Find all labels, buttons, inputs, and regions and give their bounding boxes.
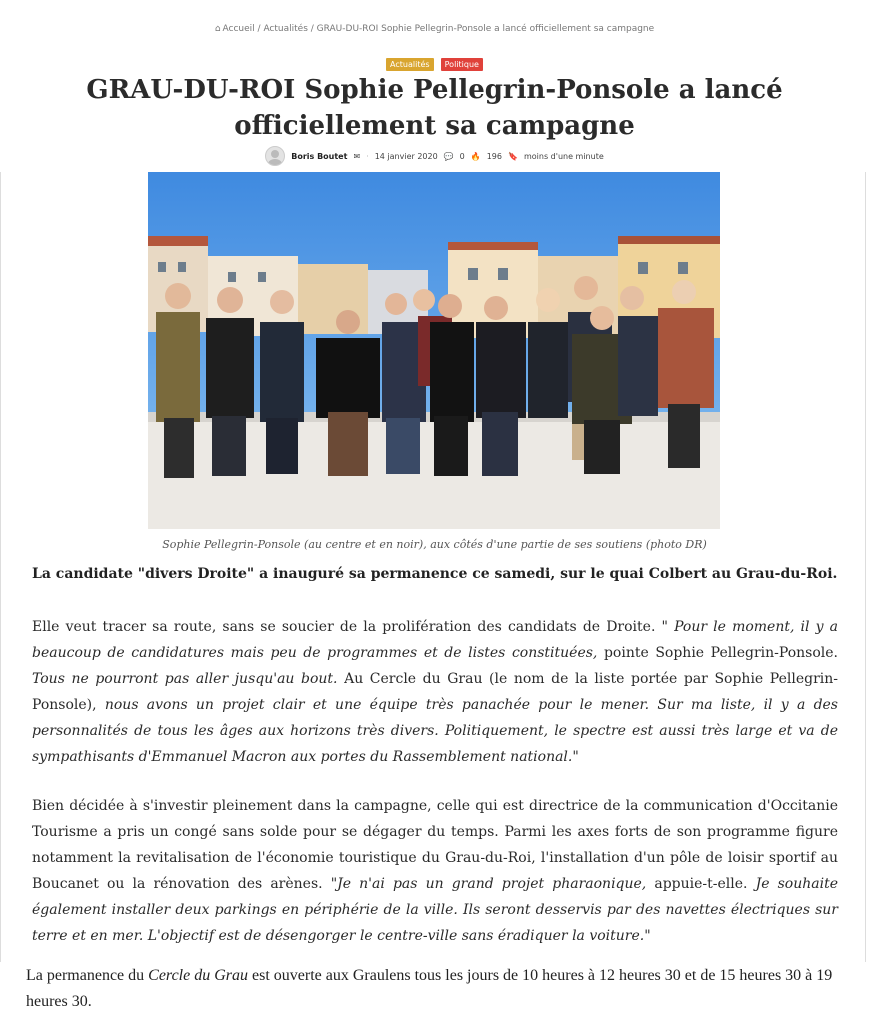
text-span: appuie-t-elle. xyxy=(646,876,756,892)
fire-icon: 🔥 xyxy=(470,151,481,161)
quote-span: " Pour le moment, il y a beaucoup de candidatures mais peu de programmes et de listes constituées, xyxy=(32,619,838,661)
breadcrumb xyxy=(0,24,869,34)
group-photo-illustration xyxy=(148,172,720,529)
emphasis-span: Cercle du Grau xyxy=(148,967,248,984)
category-badge-actualites[interactable]: Actualités xyxy=(386,58,434,71)
quote-span: "Je n'ai pas un grand projet pharaonique, xyxy=(330,876,647,892)
breadcrumb-separator: / xyxy=(254,24,264,34)
meta-separator: · xyxy=(366,151,369,161)
read-time: moins d'une minute xyxy=(523,151,604,161)
text-span: Elle veut tracer sa route, sans se soucier de la prolifération des candidats de Droite. xyxy=(32,619,662,635)
article-paragraph xyxy=(32,614,838,770)
comment-icon: 💬 xyxy=(443,151,454,161)
post-meta xyxy=(0,146,869,166)
breadcrumb-current: GRAU-DU-ROI Sophie Pellegrin-Ponsole a lancé officiellement sa campagne xyxy=(316,24,655,34)
quote-span: Tous ne pourront pas aller jusqu'au bout. xyxy=(32,671,338,687)
comment-count[interactable]: 0 xyxy=(459,151,465,161)
breadcrumb-home-link[interactable]: Accueil xyxy=(222,24,255,34)
post-date: 14 janvier 2020 xyxy=(374,151,438,161)
quote-span: Je souhaite également installer deux parkings en périphérie de la ville. Ils seront desservis par des navettes électriques sur terre et en mer. L'objectif est de désengorger le centre-ville sans éradiquer la voiture." xyxy=(32,876,839,944)
category-badge-politique[interactable]: Politique xyxy=(441,58,483,71)
content-border-left xyxy=(0,172,1,962)
author-name[interactable]: Boris Boutet xyxy=(291,151,348,161)
category-badges xyxy=(0,52,869,71)
avatar[interactable] xyxy=(265,146,285,166)
article-photo[interactable] xyxy=(148,172,720,529)
page-title: GRAU-DU-ROI Sophie Pellegrin-Ponsole a lancé officiellement sa campagne xyxy=(86,75,783,141)
quote-span: nous avons un projet clair et une équipe très panachée pour le mener. Sur ma liste, il y a des personnalités de tous les âges aux horizons très divers. Politiquement, le spectre est aussi très large et va de sympathisants d'Emmanuel Macron aux portes du Rassemblement national." xyxy=(32,697,838,765)
photo-caption: Sophie Pellegrin-Ponsole (au centre et en noir), aux côtés d'une partie de ses soutiens (photo DR) xyxy=(162,538,707,551)
home-icon: ⌂ xyxy=(214,24,221,34)
content-border-right xyxy=(865,172,866,962)
text-span: La permanence du xyxy=(26,967,149,984)
bookmark-icon: 🔖 xyxy=(508,151,518,161)
article-paragraph xyxy=(32,793,838,949)
envelope-icon[interactable]: ✉ xyxy=(353,151,361,161)
breadcrumb-section-link[interactable]: Actualités xyxy=(263,24,308,34)
breadcrumb-separator: / xyxy=(307,24,317,34)
text-span: Au Cercle du Grau (le nom de la liste portée par Sophie Pellegrin-Ponsole), xyxy=(32,671,838,713)
article-paragraph xyxy=(26,963,856,1015)
view-count: 196 xyxy=(486,151,502,161)
text-span: pointe Sophie Pellegrin-Ponsole. xyxy=(597,645,838,661)
text-span: Bien décidée à s'investir pleinement dans la campagne, celle qui est directrice de la communication d'Occitanie Tourisme a pris un congé sans solde pour se dégager du temps. Parmi les axes forts de son programme figure notamment la revitalisation de l'économie touristique du Grau-du-Roi, l'installation d'un pôle de loisir sportif au Boucanet ou la rénovation des arènes. xyxy=(32,798,838,892)
text-span: est ouverte aux Graulens tous les jours de 10 heures à 12 heures 30 et de 15 heures 30 à 19 heures 30. xyxy=(26,967,833,1010)
article-lead: La candidate "divers Droite" a inauguré sa permanence ce samedi, sur le quai Colbert au Grau-du-Roi. xyxy=(32,566,838,582)
